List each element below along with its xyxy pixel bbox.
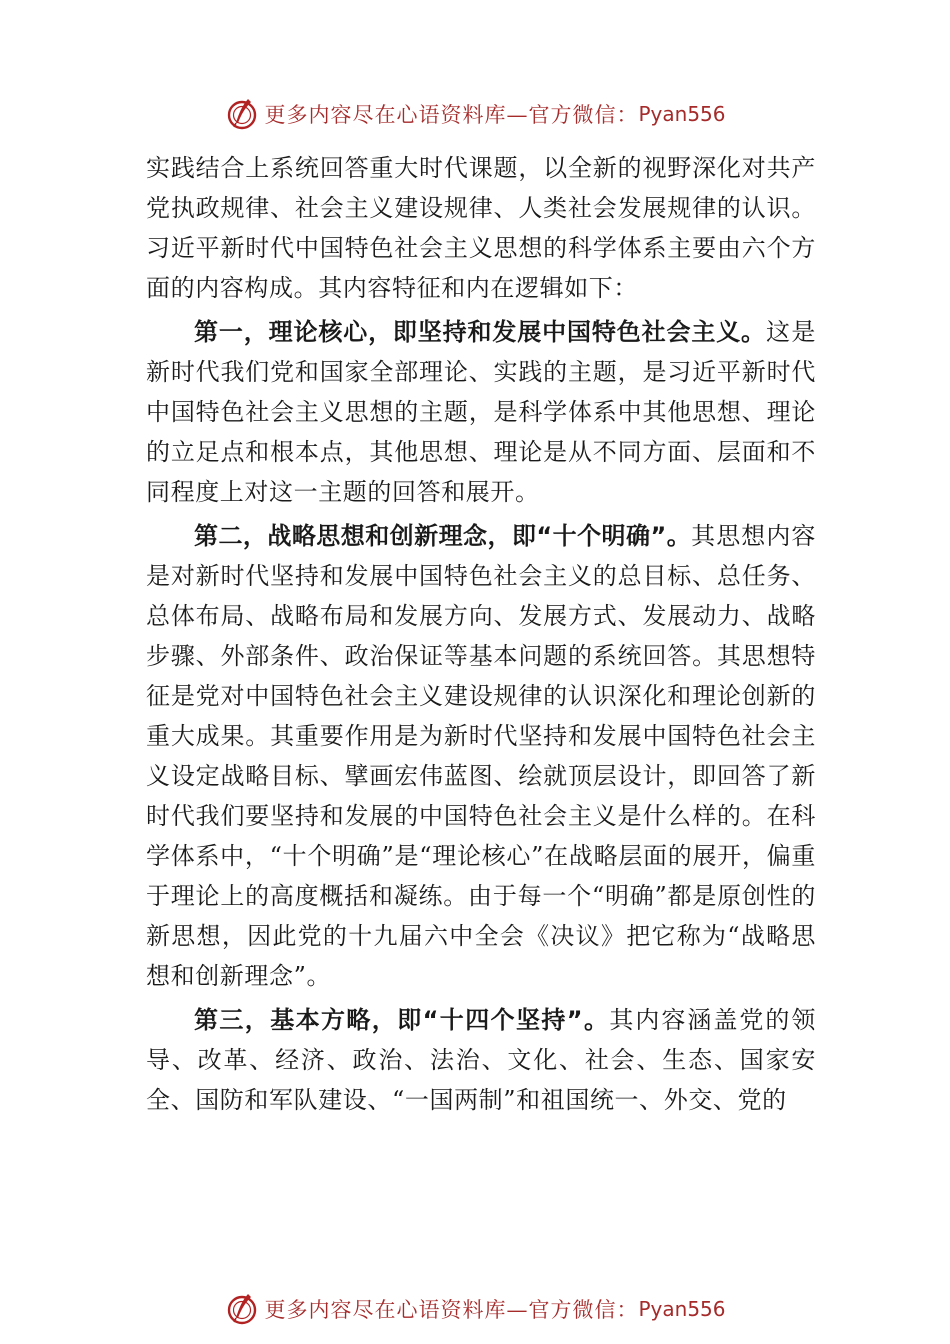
quill-seal-icon <box>224 96 260 132</box>
paragraph-third <box>146 1000 816 1120</box>
banner-wechat-id: Pyan556 <box>638 1297 726 1321</box>
paragraph-text: 其思想内容是对新时代坚持和发展中国特色社会主义的总目标、总任务、总体布局、战略布局和发展方向、发展方式、发展动力、战略步骤、外部条件、政治保证等基本问题的系统回答。其思想特征是党对中国特色社会主义建设规律的认识深化和理论创新的重大成果。其重要作用是为新时代坚持和发展中国特色社会主义设定战略目标、擘画宏伟蓝图、绘就顶层设计，即回答了新时代我们要坚持和发展的中国特色社会主义是什么样的。在科学体系中，“十个明确”是“理论核心”在战略层面的展开，偏重于理论上的高度概括和凝练。由于每一个“明确”都是原创性的新思想，因此党的十九届六中全会《决议》把它称为“战略思想和创新理念”。 <box>146 522 817 990</box>
header-banner <box>0 92 950 136</box>
paragraph-text: 实践结合上系统回答重大时代课题，以全新的视野深化对共产党执政规律、社会主义建设规律、人类社会发展规律的认识。习近平新时代中国特色社会主义思想的科学体系主要由六个方面的内容构成。其内容特征和内在逻辑如下： <box>146 154 816 302</box>
footer-banner <box>0 1287 950 1331</box>
paragraph-heading: 第一，理论核心，即坚持和发展中国特色社会主义。 <box>194 318 766 346</box>
paragraph-heading: 第二，战略思想和创新理念，即“十个明确”。 <box>194 522 692 550</box>
paragraph-text: 其内容涵盖党的领导、改革、经济、政治、法治、文化、社会、生态、国家安全、国防和军队建设、“一国两制”和祖国统一、外交、党的 <box>146 1006 816 1114</box>
banner-text: 更多内容尽在心语资料库—官方微信： <box>264 103 639 127</box>
paragraph-intro <box>146 148 816 308</box>
paragraph-text: 这是新时代我们党和国家全部理论、实践的主题，是习近平新时代中国特色社会主义思想的主题，是科学体系中其他思想、理论的立足点和根本点，其他思想、理论是从不同方面、层面和不同程度上对这一主题的回答和展开。 <box>146 318 817 506</box>
document-body <box>146 148 816 1120</box>
paragraph-first <box>146 312 816 512</box>
banner-wechat-id: Pyan556 <box>638 102 726 126</box>
banner-text: 更多内容尽在心语资料库—官方微信： <box>264 1298 639 1322</box>
quill-seal-icon <box>224 1291 260 1327</box>
paragraph-second <box>146 516 816 996</box>
paragraph-heading: 第三，基本方略，即“十四个坚持”。 <box>194 1006 610 1034</box>
